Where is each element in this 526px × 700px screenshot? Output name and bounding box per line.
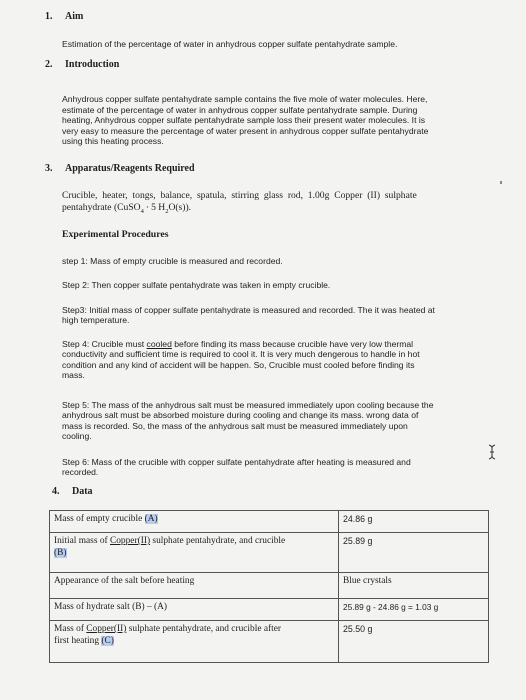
underlined-word: Copper(II) <box>109 536 151 546</box>
cell-text: Mass of empty crucible <box>54 514 145 524</box>
paragraph-line: heating, Anhydrous copper sulfate pentahydrate sample loss their present water molecules. It is <box>62 115 426 126</box>
table-cell-label <box>50 511 339 533</box>
step-line: Step 2: Then copper sulfate pentahydrate was taken in empty crucible. <box>62 280 331 290</box>
section-introduction-heading <box>45 59 119 70</box>
cell-text: Initial mass of <box>54 536 110 546</box>
section-number: 4. <box>52 486 60 497</box>
step-line: anhydrous salt must be absorbed moisture during cooling and change its mass. wrong data of <box>62 410 419 421</box>
section-title: Apparatus/Reagents Required <box>65 163 195 174</box>
step-text: Step 4: Crucible must <box>62 339 147 349</box>
cell-text: first heating <box>54 635 102 646</box>
formula-dot: · <box>145 202 150 213</box>
data-table <box>49 510 489 663</box>
formula-subscript: 2 <box>165 207 169 215</box>
highlighted-tag: (A) <box>144 514 158 524</box>
step-text: before finding its mass because crucible have very low thermal <box>171 339 414 349</box>
table-cell-value: 25.89 g <box>339 533 489 573</box>
step-line: Step 5: The mass of the anhydrous salt must be measured immediately upon cooling because the <box>62 400 434 410</box>
section-apparatus-heading <box>45 163 195 174</box>
section-title: Aim <box>65 11 84 22</box>
underlined-word: cooled <box>146 339 172 349</box>
procedures-heading: Experimental Procedures <box>62 229 169 240</box>
table-cell-value: 24.86 g <box>339 511 489 533</box>
apparatus-text <box>62 190 494 218</box>
step-line: conductivity and sufficient time is required to cool it. It is very much dengerous to handle in hot <box>62 349 420 360</box>
paragraph-line: estimate of the percentage of water in anhydrous copper sulfate pentahydrate sample. During <box>62 104 418 115</box>
formula-subscript: 4 <box>140 207 144 215</box>
table-row <box>50 511 489 533</box>
introduction-paragraph <box>62 94 428 147</box>
table-cell-label <box>50 621 339 663</box>
section-number: 3. <box>45 163 53 174</box>
table-cell-label: Appearance of the salt before heating <box>50 573 339 599</box>
step-line: high temperature. <box>62 315 130 326</box>
highlighted-tag: (C) <box>101 635 114 646</box>
step-line: cooling. <box>62 431 92 442</box>
procedure-step-4 <box>62 339 420 381</box>
cell-text: Mass of <box>54 624 87 634</box>
aim-text: Estimation of the percentage of water in anhydrous copper sulfate pentahydrate sample. <box>62 39 398 49</box>
table-row <box>50 621 489 663</box>
paragraph-line: Anhydrous copper sulfate pentahydrate sample contains the five mole of water molecules. Here, <box>62 94 428 104</box>
table-row <box>50 573 489 599</box>
step-line: mass. <box>62 370 85 381</box>
section-aim-heading <box>45 11 83 22</box>
formula-text: O(s)). <box>168 202 192 213</box>
step-line: Step 6: Mass of the crucible with copper sulfate pentahydrate after heating is measured and <box>62 457 411 467</box>
step-line: condition and any kind of accident will be happen. So, Crucible must cooled before finding its <box>62 359 415 370</box>
section-number: 1. <box>45 11 53 22</box>
paragraph-line: very easy to measure the percentage of water present in anhydrous copper sulfate pentahydrate <box>62 125 429 136</box>
step-line <box>62 339 420 349</box>
section-title: Introduction <box>65 59 120 70</box>
section-data-heading <box>52 486 93 497</box>
margin-mark <box>500 181 502 184</box>
text-cursor-icon <box>487 444 497 460</box>
table-row <box>50 599 489 621</box>
step-line: step 1: Mass of empty crucible is measured and recorded. <box>62 256 283 266</box>
cell-text: sulphate pentahydrate, and crucible after <box>126 624 282 634</box>
table-cell-label <box>50 533 339 573</box>
apparatus-line: Crucible, heater, tongs, balance, spatula, stirring glass rod, 1.00g Copper (II) sulphate <box>62 190 417 201</box>
table-cell-value: 25.89 g - 24.86 g = 1.03 g <box>339 599 489 621</box>
step-line: Step3: Initial mass of copper sulfate pentahydrate is measured and recorded. The it was heated at <box>62 305 435 315</box>
procedure-step-6 <box>62 457 411 478</box>
cell-text: sulphate pentahydrate, and crucible <box>150 536 286 546</box>
step-line: recorded. <box>62 467 99 478</box>
formula-text: pentahydrate (CuSO <box>62 202 141 213</box>
step-line: mass is recorded. So, the mass of the anhydrous salt must be measured immediately upon <box>62 420 408 431</box>
paragraph-line: using this heating process. <box>62 136 164 147</box>
procedure-step-3 <box>62 305 435 326</box>
section-title: Data <box>72 486 93 497</box>
table-cell-value: 25.50 g <box>339 621 489 663</box>
highlighted-tag: (B) <box>54 547 67 558</box>
section-number: 2. <box>45 59 53 70</box>
table-cell-value: Blue crystals <box>339 573 489 599</box>
formula-text: 5 H <box>151 202 166 213</box>
procedure-step-5 <box>62 400 434 442</box>
procedure-step-1 <box>62 256 283 266</box>
procedure-step-2 <box>62 280 330 290</box>
underlined-word: Copper(II) <box>86 624 127 634</box>
table-cell-label: Mass of hydrate salt (B) – (A) <box>50 599 339 621</box>
apparatus-formula-line <box>62 202 494 218</box>
table-row <box>50 533 489 573</box>
